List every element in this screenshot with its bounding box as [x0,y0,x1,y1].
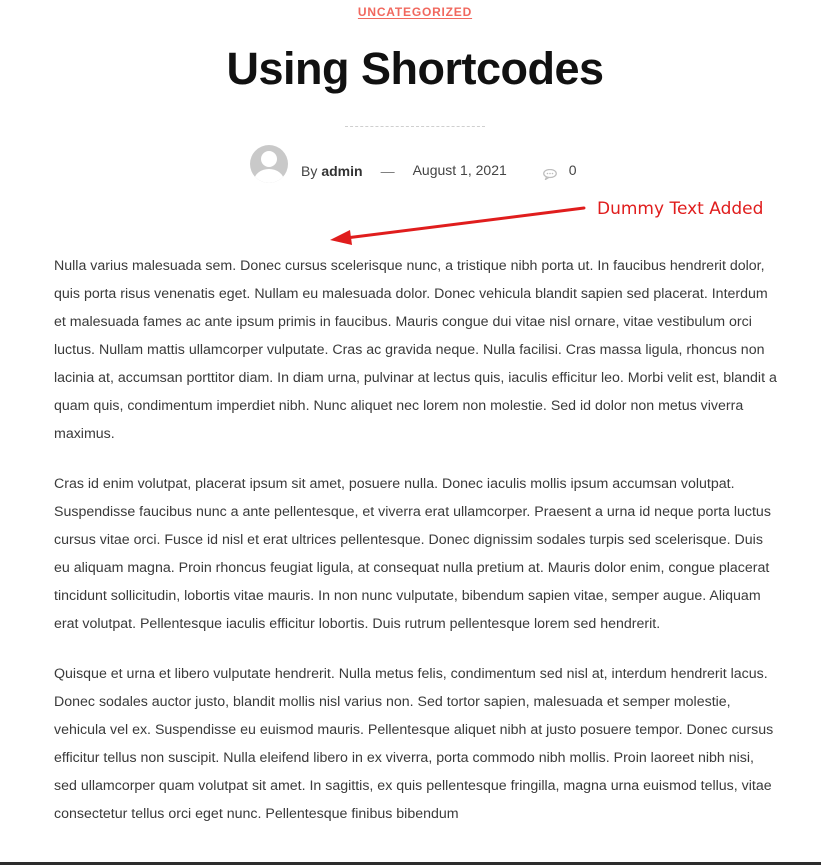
by-label: By [301,163,318,179]
avatar-head-shape [261,151,277,167]
post-meta [250,144,577,184]
avatar-shoulders-shape [254,169,284,183]
annotation-label: Dummy Text Added [597,199,764,219]
comment-count[interactable]: 0 [568,162,577,178]
post-date[interactable]: August 1, 2021 [412,162,507,178]
comment-bubble-icon[interactable] [543,167,557,177]
meta-separator: — [380,163,395,179]
content-paragraph: Nulla varius malesuada sem. Donec cursus scelerisque nunc, a tristique nibh porta ut. In faucibus hendrerit dolor, quis porta risus venenatis eget. Nullam eu malesuada dolor. Donec vehicula blandit sapien sed placerat. Interdum et malesuada fames ac ante ipsum primis in faucibus. Mauris congue dui vitae nisl ornare, vitae vestibulum orci luctus. Nullam mattis ullamcorper vulputate. Cras ac gravida neque. Nulla facilisi. Cras massa ligula, rhoncus non lacinia at, accumsan porttitor diam. In diam urna, pulvinar at lectus quis, iaculis efficitur leo. Morbi velit est, blandit a quam quis, condimentum imperdiet nibh. Nunc aliquet nec lorem non molestie. Sed id dolor non metus viverra maximus. [54,258,777,442]
title-divider [345,126,485,127]
author-link[interactable]: admin [321,163,363,179]
post-title: Using Shortcodes [226,43,604,94]
category-link[interactable]: UNCATEGORIZED [357,5,473,19]
post-content [54,252,780,850]
content-paragraph: Cras id enim volutpat, placerat ipsum sit amet, posuere nulla. Donec iaculis mollis ipsum accumsan volutpat. Suspendisse faucibus nunc a ante pellentesque, et viverra erat ullamcorper. Praesent a urna id neque porta luctus cursus vitae orci. Fusce id nisl et erat ultrices pellentesque. Donec dignissim sodales turpis sed scelerisque. Duis eu aliquam magna. Proin rhoncus feugiat ligula, at consequat nulla pretium at. Mauris dolor enim, congue placerat tincidunt sollicitudin, lobortis vitae mauris. In non nunc vulputate, bibendum sapien vitae, semper augue. Aliquam erat volutpat. Pellentesque iaculis efficitur lobortis. Duis rutrum pellentesque lorem sed hendrerit. [54,476,771,632]
annotation-arrow-icon [320,195,600,250]
content-paragraph: Quisque et urna et libero vulputate hendrerit. Nulla metus felis, condimentum sed nisl at, interdum hendrerit lacus. Donec sodales auctor justo, blandit mollis nisl varius non. Sed tortor sapien, malesuada et semper molestie, vehicula vel ex. Suspendisse eu euismod mauris. Pellentesque aliquet nibh at justo posuere tempor. Donec cursus efficitur tellus non suscipit. Nulla eleifend libero in ex viverra, porta commodo nibh mollis. Proin laoreet nibh nisi, sed ullamcorper quam volutpat sit amet. In sagittis, ex quis pellentesque fringilla, magna urna euismod tellus, vitae consectetur tellus orci eget nunc. Pellentesque finibus bibendum [54,666,774,822]
author-avatar[interactable] [250,145,288,183]
